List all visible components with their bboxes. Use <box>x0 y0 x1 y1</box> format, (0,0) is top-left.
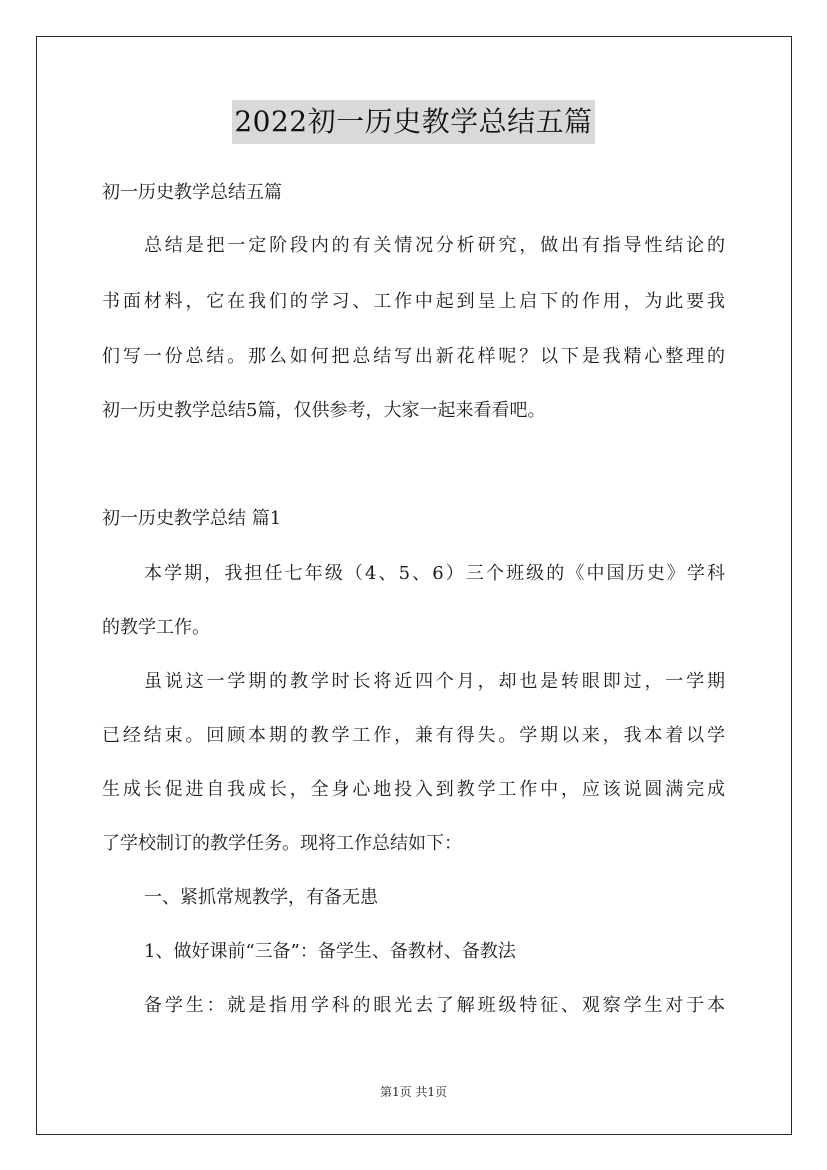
paragraph-line: 初一历史教学总结5篇，仅供参考，大家一起来看看吧。 <box>102 400 546 421</box>
title-container <box>0 100 827 144</box>
section-heading: 初一历史教学总结 篇1 <box>102 508 282 529</box>
subtitle-line: 初一历史教学总结五篇 <box>102 182 282 203</box>
document-title: 2022初一历史教学总结五篇 <box>232 100 594 144</box>
paragraph-line: 已经结束。回顾本期的教学工作，兼有得失。学期以来，我本着以学 <box>102 725 725 746</box>
paragraph-line: 了学校制订的教学任务。现将工作总结如下： <box>102 833 462 854</box>
paragraph-line: 书面材料，它在我们的学习、工作中起到呈上启下的作用，为此要我 <box>102 291 725 312</box>
paragraph-line: 本学期，我担任七年级（4、5、6）三个班级的《中国历史》学科 <box>144 563 725 584</box>
subheading-line: 1、做好课前“三备”：备学生、备教材、备教法 <box>144 941 516 962</box>
paragraph-line: 备学生：就是指用学科的眼光去了解班级特征、观察学生对于本 <box>144 995 725 1016</box>
paragraph-line: 生成长促进自我成长，全身心地投入到教学工作中，应该说圆满完成 <box>102 779 725 800</box>
paragraph-line: 的教学工作。 <box>102 617 210 638</box>
subheading-line: 一、紧抓常规教学，有备无患 <box>144 887 378 908</box>
paragraph-line: 总结是把一定阶段内的有关情况分析研究，做出有指导性结论的 <box>144 235 725 256</box>
paragraph-line: 虽说这一学期的教学时长将近四个月，却也是转眼即过，一学期 <box>144 671 725 692</box>
paragraph-line: 们写一份总结。那么如何把总结写出新花样呢？以下是我精心整理的 <box>102 346 725 367</box>
page-footer: 第1页 共1页 <box>379 1085 448 1099</box>
